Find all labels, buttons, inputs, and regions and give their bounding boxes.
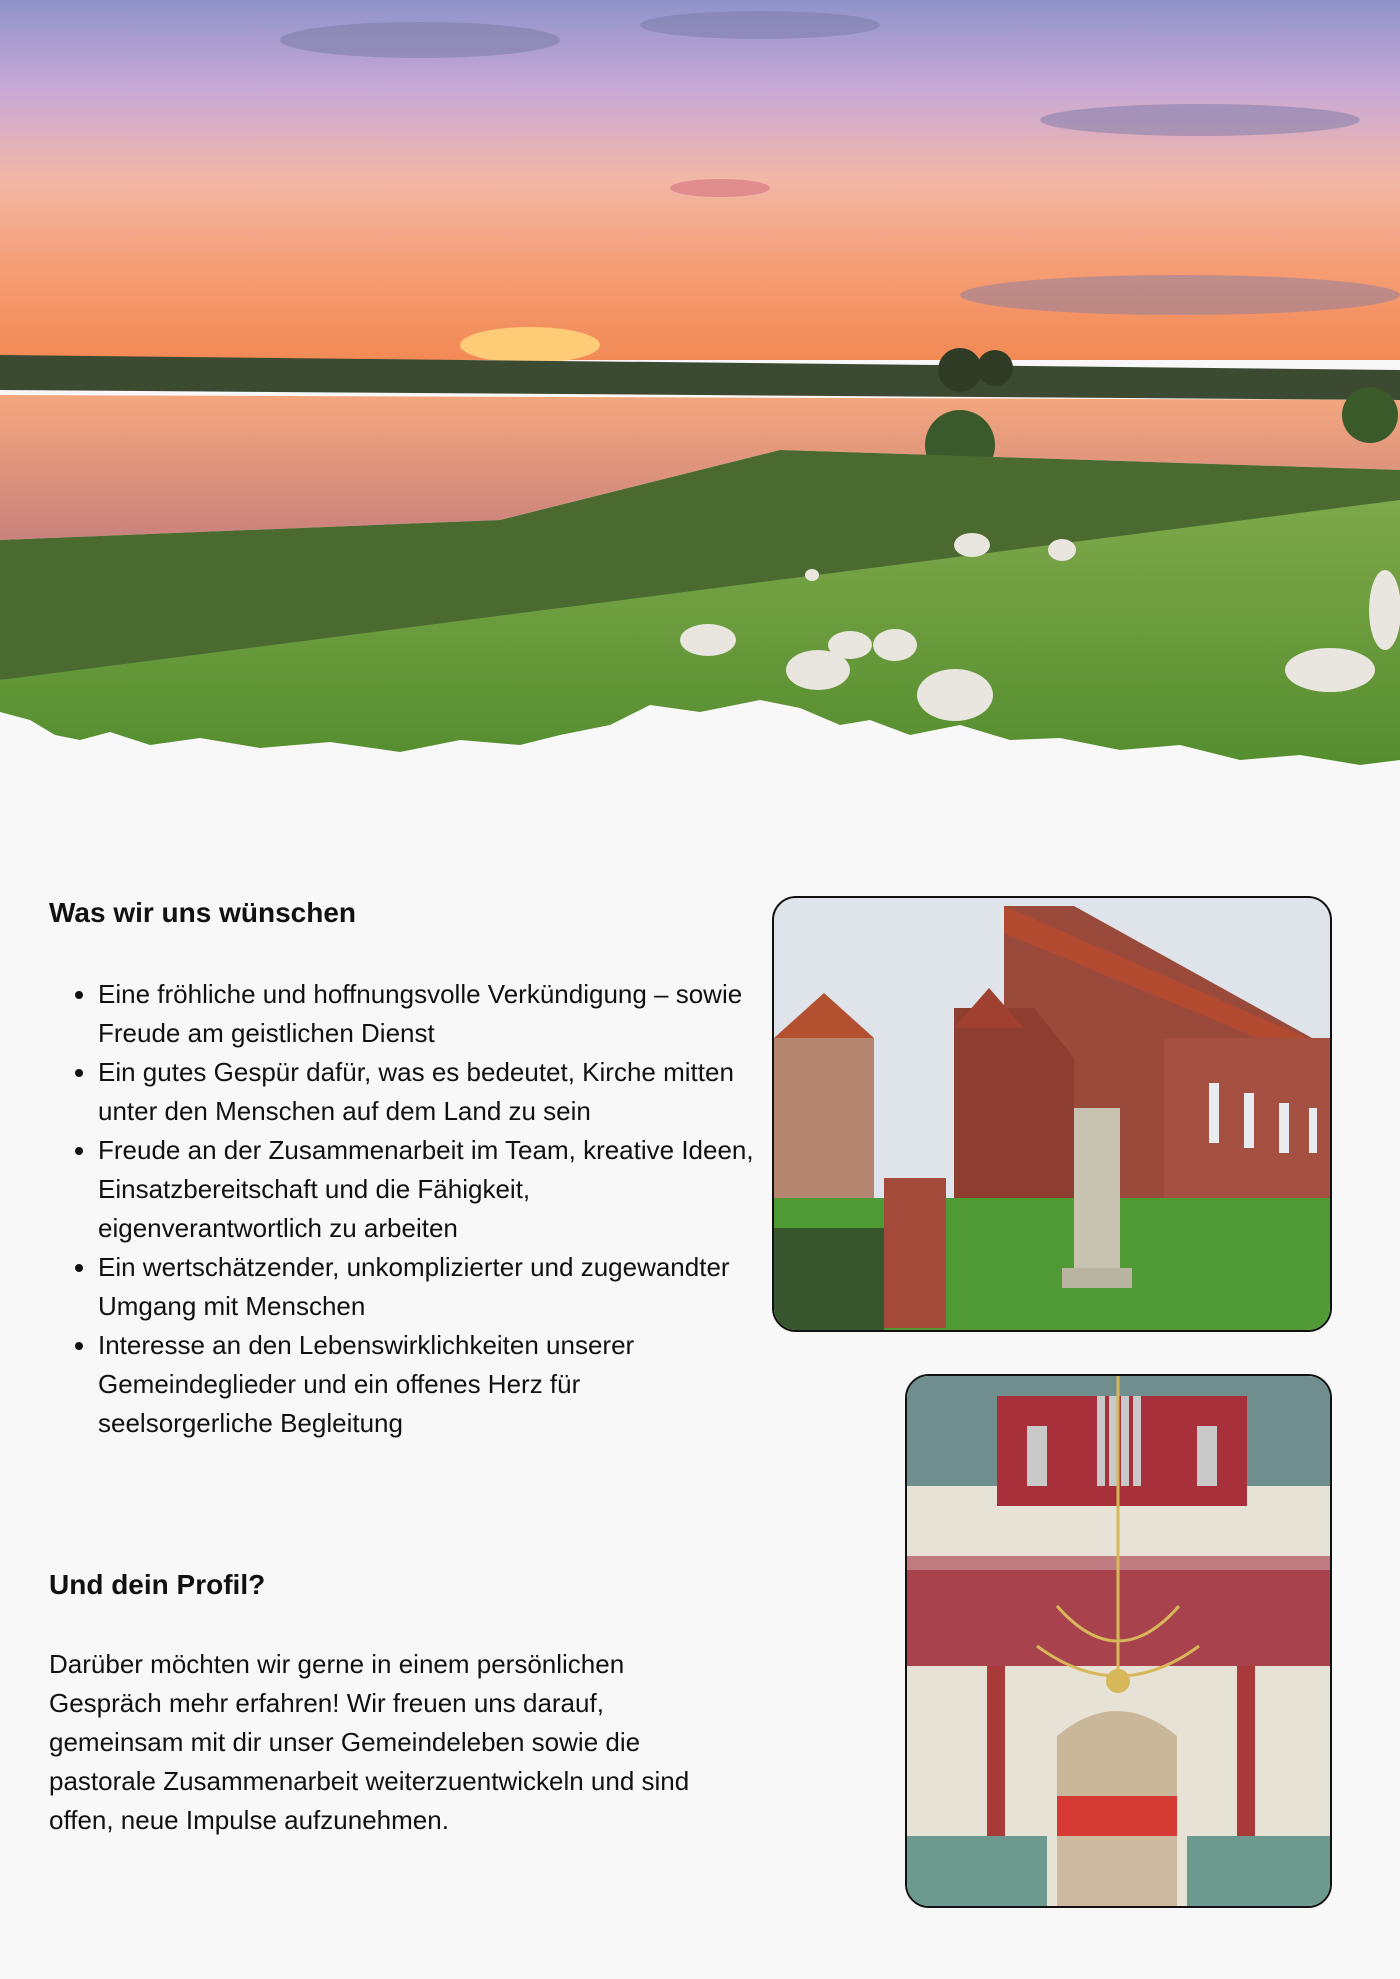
list-item: • Freude an der Zusammenarbeit im Team, kreative Ideen, Einsatzbereitschaft und die Fähigkeit, eigenverantwortlich zu arbeiten — [98, 1131, 758, 1248]
section-heading-profile: Und dein Profil? — [49, 1569, 266, 1600]
church-exterior-photo — [772, 896, 1332, 1332]
profile-paragraph: Darüber möchten wir gerne in einem persönlichen Gespräch mehr erfahren! Wir freuen uns darauf, gemeinsam mit dir unser Gemeindeleben sowie die pastorale Zusammenarbeit weiterzuentwickeln und sind offen, neue Impulse aufzunehmen. — [49, 1649, 690, 1835]
church-interior-photo — [905, 1374, 1332, 1908]
list-item: • Eine fröhliche und hoffnungsvolle Verkündigung – sowie Freude am geistlichen Dienst — [98, 975, 758, 1053]
section-heading-wishes: Was wir uns wünschen — [49, 897, 357, 928]
list-item: • Ein gutes Gespür dafür, was es bedeutet, Kirche mitten unter den Menschen auf dem Land zu sein — [98, 1053, 758, 1131]
hero-landscape-image — [0, 0, 1400, 800]
wishes-list — [49, 975, 758, 1443]
list-item: • Interesse an den Lebenswirklichkeiten unserer Gemeindeglieder und ein offenes Herz für seelsorgerliche Begleitung — [98, 1326, 758, 1443]
list-item: • Ein wertschätzender, unkomplizierter und zugewandter Umgang mit Menschen — [98, 1248, 758, 1326]
